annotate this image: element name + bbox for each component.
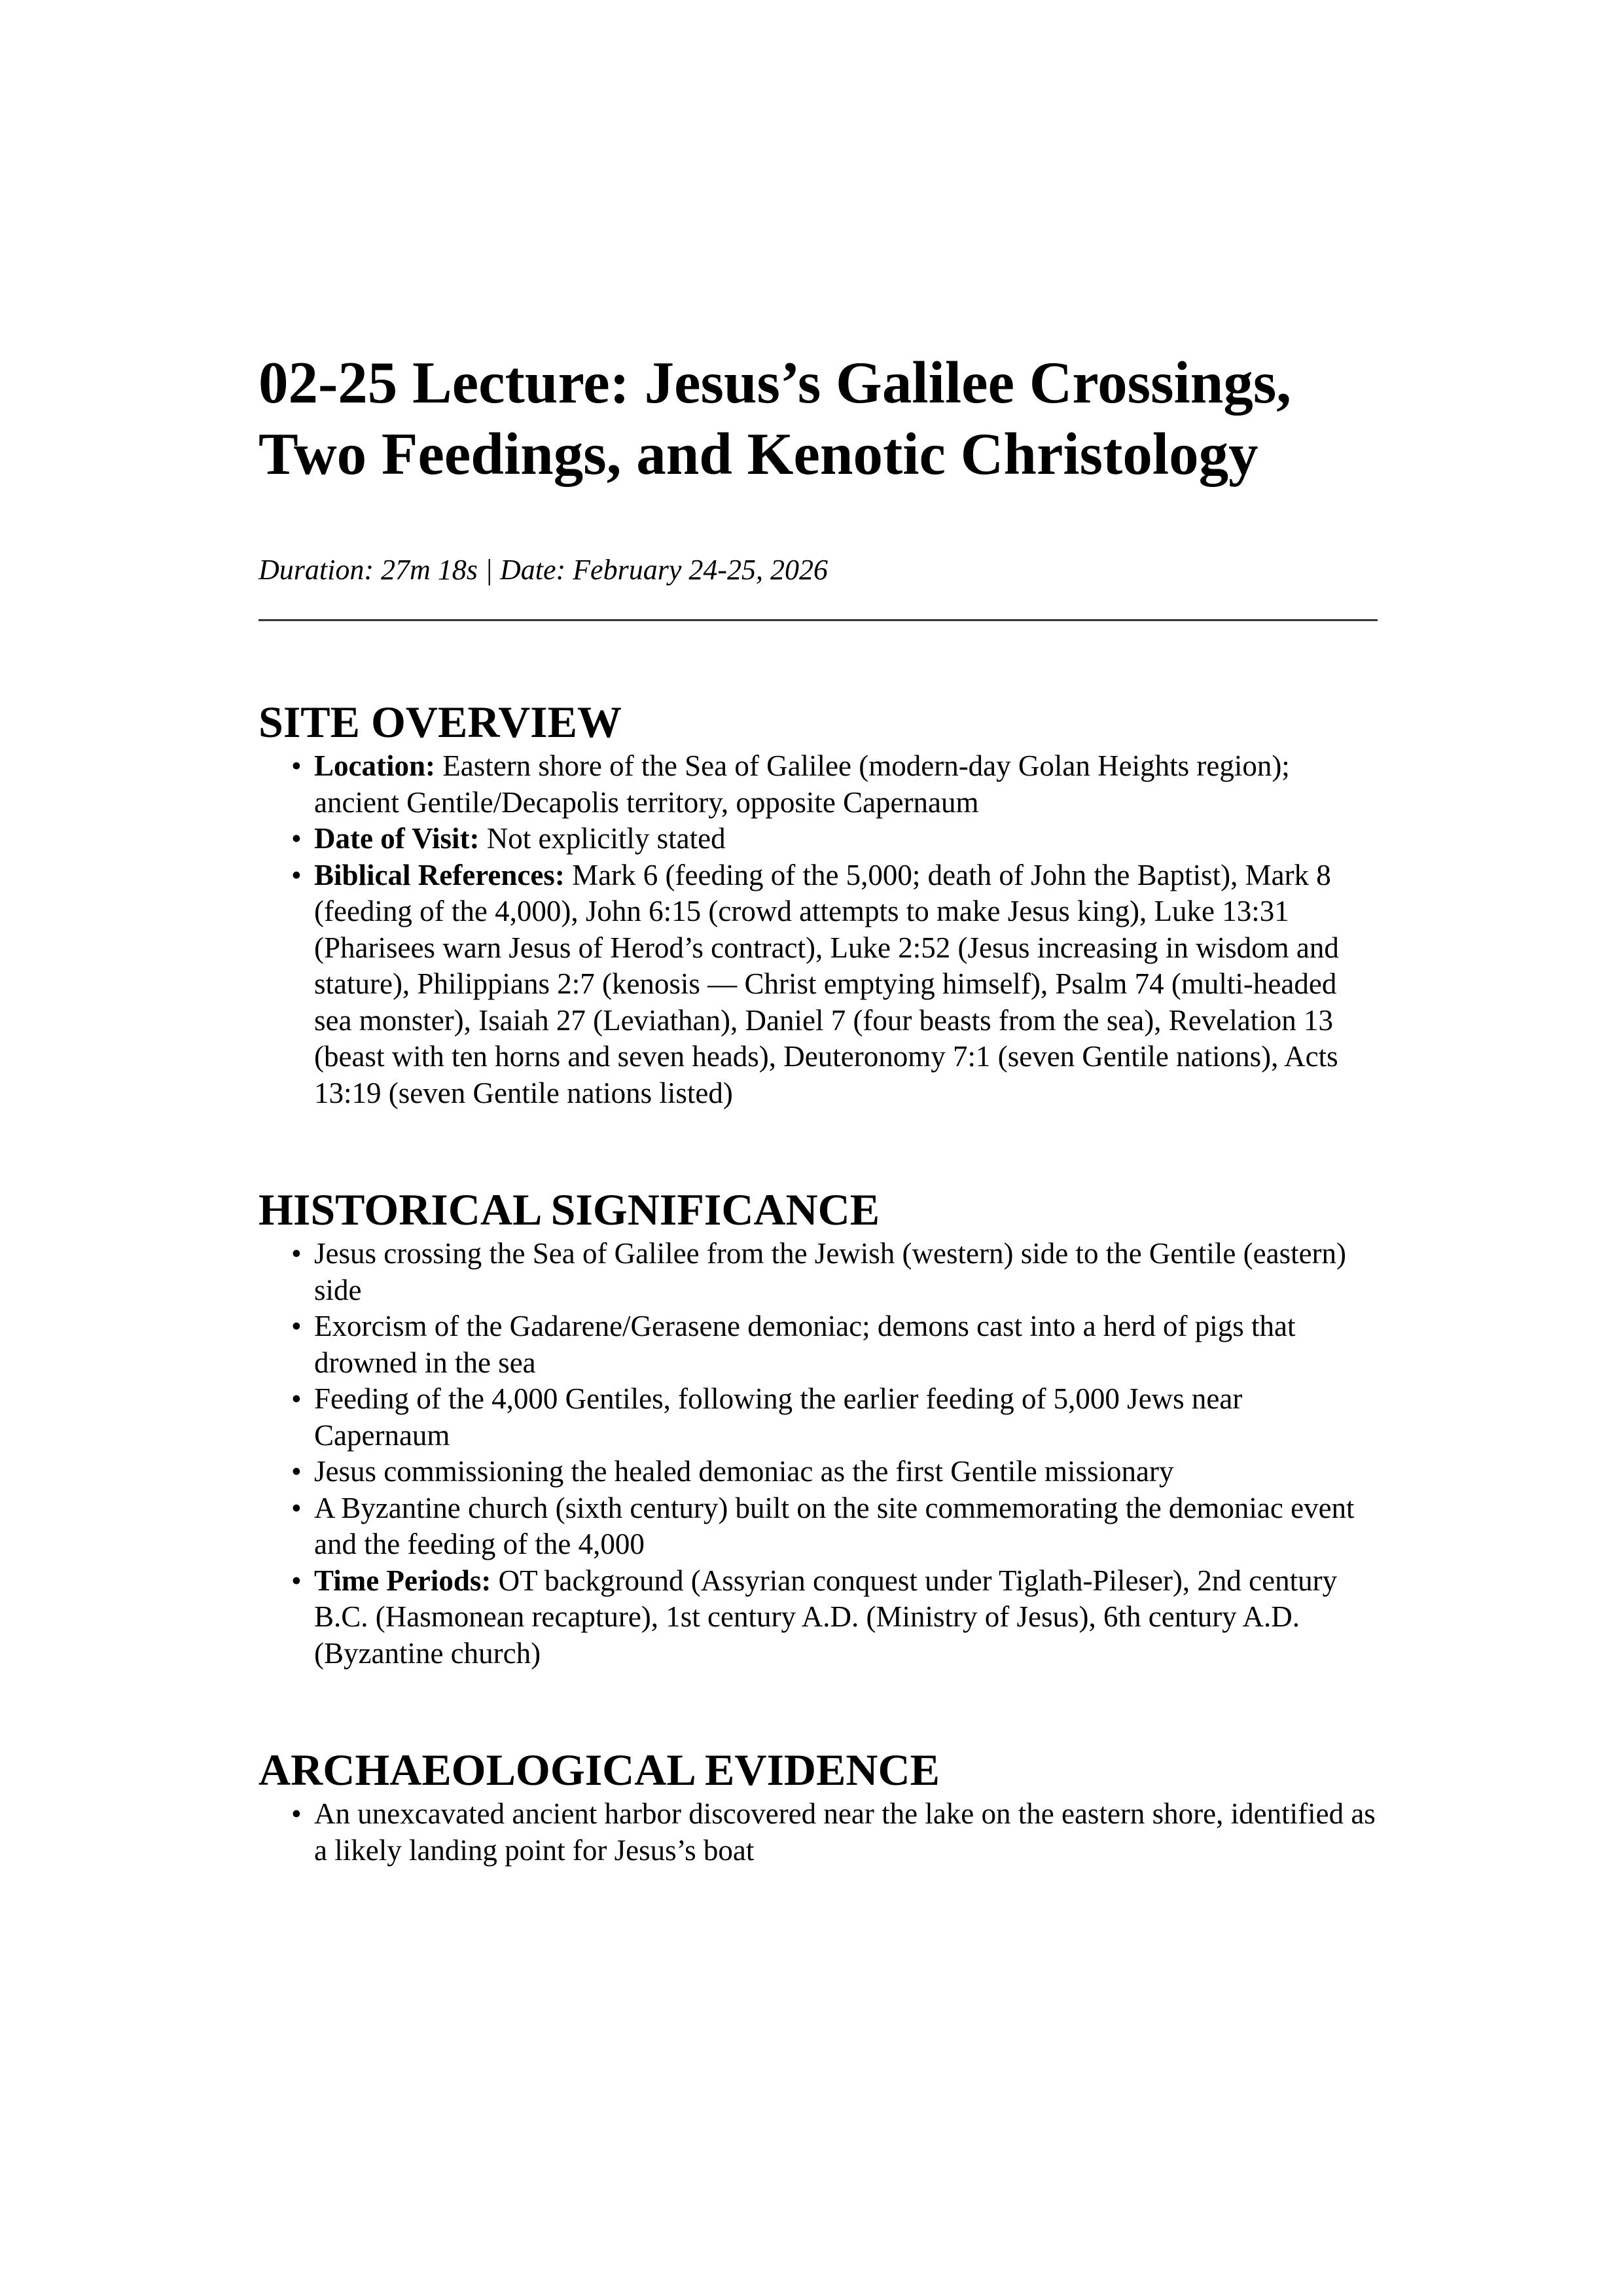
- section-historical-significance: [259, 1183, 1378, 1672]
- item-label: Time Periods:: [314, 1564, 491, 1597]
- bullet-icon: •: [291, 1491, 302, 1524]
- bullet-icon: •: [291, 1564, 302, 1597]
- item-text: Exorcism of the Gadarene/Gerasene demoniac; demons cast into a herd of pigs that drowned in the sea: [314, 1310, 1296, 1379]
- item-text: Not explicitly stated: [479, 822, 726, 855]
- item-text: Jesus crossing the Sea of Galilee from the Jewish (western) side to the Gentile (eastern) side: [314, 1237, 1347, 1306]
- bullet-icon: •: [291, 1382, 302, 1415]
- item-text: Mark 6 (feeding of the 5,000; death of John the Baptist), Mark 8 (feeding of the 4,000), John 6:15 (crowd attempts to make Jesus king), Luke 13:31 (Pharisees warn Jesus of Herod’s contract), Luke 2:52 (Jesus increasing in wisdom and stature), Philippians 2:7 (kenosis — Christ emptying himself), Psalm 74 (multi-headed sea monster), Isaiah 27 (Leviathan), Daniel 7 (four beasts from the sea), Revelation 13 (beast with ten horns and seven heads), Deuteronomy 7:1 (seven Gentile nations), Acts 13:19 (seven Gentile nations listed): [314, 858, 1339, 1109]
- document-page: [259, 347, 1378, 1869]
- list-item: [259, 1308, 1378, 1381]
- bullet-icon: •: [291, 1237, 302, 1270]
- item-label: Date of Visit:: [314, 822, 480, 855]
- section-site-overview: [259, 696, 1378, 1111]
- item-text: A Byzantine church (sixth century) built on the site commemorating the demoniac event and the feeding of the 4,000: [314, 1491, 1355, 1560]
- item-label: Biblical References:: [314, 858, 565, 891]
- bullet-icon: •: [291, 858, 302, 891]
- section-heading: ARCHAEOLOGICAL EVIDENCE: [259, 1745, 940, 1795]
- list-item: [259, 1236, 1378, 1308]
- bullet-icon: •: [291, 1455, 302, 1488]
- bullet-list: [259, 1236, 1378, 1672]
- bullet-icon: •: [291, 749, 302, 782]
- bullet-list: [259, 1796, 1378, 1869]
- item-text: Jesus commissioning the healed demoniac as the first Gentile missionary: [314, 1455, 1174, 1488]
- item-label: Location:: [314, 749, 435, 782]
- item-text: Eastern shore of the Sea of Galilee (modern-day Golan Heights region); ancient Gentile/Decapolis territory, opposite Capernaum: [314, 749, 1290, 819]
- list-item: [259, 748, 1378, 821]
- bullet-icon: •: [291, 1310, 302, 1342]
- bullet-icon: •: [291, 822, 302, 855]
- section-archaeological-evidence: [259, 1744, 1378, 1869]
- list-item: [259, 1490, 1378, 1563]
- list-item: [259, 1796, 1378, 1869]
- page-title: 02-25 Lecture: Jesus’s Galilee Crossings, Two Feedings, and Kenotic Christology: [259, 350, 1292, 487]
- divider: [259, 619, 1378, 621]
- item-text: An unexcavated ancient harbor discovered near the lake on the eastern shore, identified as a likely landing point for Jesus’s boat: [314, 1797, 1376, 1867]
- lecture-meta: Duration: 27m 18s | Date: February 24-25, 2026: [259, 554, 829, 586]
- item-text: OT background (Assyrian conquest under Tiglath-Pileser), 2nd century B.C. (Hasmonean recapture), 1st century A.D. (Ministry of Jesus), 6th century A.D. (Byzantine church): [314, 1564, 1338, 1670]
- bullet-icon: •: [291, 1797, 302, 1830]
- bullet-list: [259, 748, 1378, 1111]
- item-text: Feeding of the 4,000 Gentiles, following the earlier feeding of 5,000 Jews near Capernaum: [314, 1382, 1243, 1452]
- list-item: [259, 857, 1378, 1112]
- list-item: [259, 1381, 1378, 1454]
- list-item: [259, 821, 1378, 857]
- section-heading: SITE OVERVIEW: [259, 697, 622, 747]
- list-item: [259, 1563, 1378, 1672]
- list-item: [259, 1454, 1378, 1490]
- section-heading: HISTORICAL SIGNIFICANCE: [259, 1185, 880, 1234]
